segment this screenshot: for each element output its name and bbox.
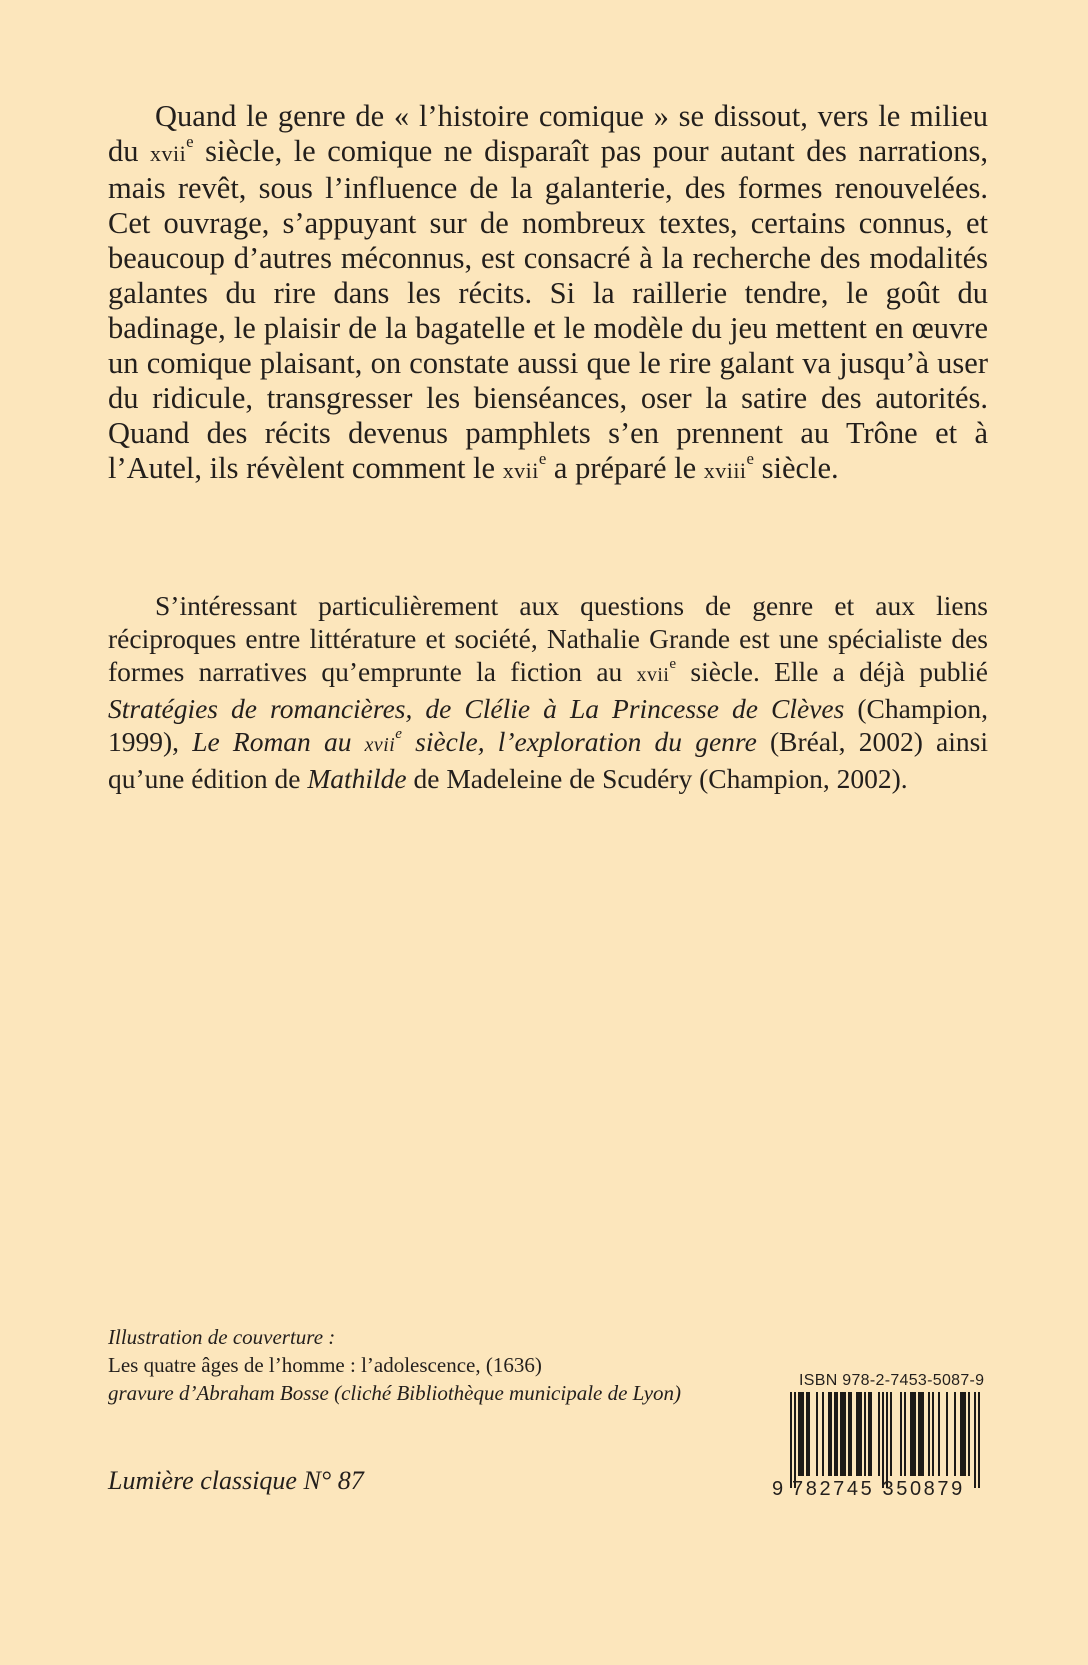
barcode-bar	[830, 1392, 832, 1476]
collection-label: Lumière classique N° 87	[108, 1466, 364, 1495]
barcode-bar	[920, 1392, 922, 1476]
barcode-bar	[840, 1392, 842, 1476]
barcode-bar	[802, 1392, 804, 1476]
barcode-bar	[822, 1392, 824, 1476]
barcode-bar	[882, 1392, 884, 1488]
credits-source: gravure d’Abraham Bosse (cliché Bibliothèque municipale de Lyon)	[108, 1381, 682, 1405]
barcode-bar	[910, 1392, 912, 1476]
barcode-bar	[858, 1392, 860, 1476]
barcode-bar	[946, 1392, 948, 1476]
isbn-label: ISBN 978-2-7453-5087-9	[799, 1372, 985, 1389]
book-title: Stratégies de romancières, de Clélie à La Princesse de Clèves	[108, 693, 845, 724]
barcode-bar	[968, 1392, 970, 1476]
barcode-bar	[954, 1392, 956, 1476]
barcode-bar	[842, 1392, 844, 1476]
barcode-bar	[856, 1392, 858, 1476]
barcode-bar	[850, 1392, 852, 1476]
barcode-bar	[868, 1392, 870, 1476]
barcode-bar	[790, 1392, 792, 1488]
century-numeral: xvii	[636, 664, 670, 686]
barcode-bar	[836, 1392, 838, 1476]
credits-heading: Illustration de couverture :	[108, 1325, 336, 1349]
barcode-bar	[978, 1392, 980, 1488]
barcode-bar	[904, 1392, 906, 1476]
barcode-bar	[816, 1392, 818, 1476]
barcode-bar	[914, 1392, 916, 1476]
description-paragraph: Quand le genre de « l’histoire comique » se dissout, vers le milieu du xvii$^e$ siècle, le comique ne disparaît pas pour autant des narrations, mais revêt, sous l’influence de la galanterie, des formes renouvelées. Cet ouvrage, s’appuyant sur de nombreux textes, certains connus, et beaucoup d’autres méconnus, est consacré à la recherche des modalités galantes du rire dans les récits. Si la raillerie tendre, le goût du badinage, le plaisir de la bagatelle et le modèle du jeu mettent en œuvre un comique plaisant, on constate aussi que le rire galant va jusqu’à user du ridicule, transgresser les bienséances, oser la satire des autorités. Quand des récits devenus pamphlets s’en prennent au Trône et à l’Autel, ils révèlent comment le xvii$^e$ a préparé le xviii$^e$ siècle.	[108, 99, 988, 485]
barcode-bar	[844, 1392, 846, 1476]
barcode-bar	[932, 1392, 934, 1476]
barcode-bar	[922, 1392, 924, 1476]
barcode-bar	[900, 1392, 902, 1476]
barcode-bar	[798, 1392, 800, 1476]
barcode-bar	[870, 1392, 872, 1476]
barcode-bar	[808, 1392, 810, 1476]
barcode-bar	[878, 1392, 880, 1476]
century-numeral: xviii	[703, 458, 747, 483]
century-numeral: xvii	[502, 458, 539, 483]
century-numeral: xvii	[150, 141, 187, 166]
isbn-barcode	[772, 1372, 988, 1512]
barcode-bar	[834, 1392, 836, 1476]
barcode-bar	[890, 1392, 892, 1476]
credits-title: Les quatre âges de l’homme : l’adolescence, (1636)	[108, 1353, 542, 1377]
ean-digits: 782745 350879	[792, 1478, 965, 1500]
book-title: Mathilde	[307, 763, 407, 794]
barcode-bar	[962, 1392, 964, 1476]
barcode-bar	[828, 1392, 830, 1476]
barcode-bar	[912, 1392, 914, 1476]
barcode-bar	[848, 1392, 850, 1476]
barcode-bar	[886, 1392, 888, 1488]
barcode-bar	[864, 1392, 866, 1476]
barcode-bar	[938, 1392, 940, 1476]
barcode-bar	[918, 1392, 920, 1476]
barcode-image	[772, 1392, 988, 1488]
barcode-bar	[800, 1392, 802, 1476]
ean-first-digit: 9	[772, 1478, 784, 1500]
book-title: Le Roman au xvii$^e$ siècle, l’exploration du genre	[192, 726, 757, 757]
barcode-bar	[794, 1392, 796, 1488]
barcode-bar	[928, 1392, 930, 1476]
barcode-bar	[806, 1392, 808, 1476]
barcode-bar	[860, 1392, 862, 1476]
cover-illustration-credits	[108, 1323, 681, 1407]
barcode-bar	[964, 1392, 966, 1476]
barcode-bar	[974, 1392, 976, 1488]
author-bio-paragraph: S’intéressant particulièrement aux questions de genre et aux liens réciproques entre littérature et société, Nathalie Grande est une spécialiste des formes narratives qu’emprunte la fiction au xvii$^e$ siècle. Elle a déjà publié Stratégies de romancières, de Clélie à La Princesse de Clèves (Champion, 1999), Le Roman au xvii$^e$ siècle, l’exploration du genre (Bréal, 2002) ainsi qu’une édition de Mathilde de Madeleine de Scudéry (Champion, 2002).	[108, 590, 988, 794]
barcode-bar	[960, 1392, 962, 1476]
